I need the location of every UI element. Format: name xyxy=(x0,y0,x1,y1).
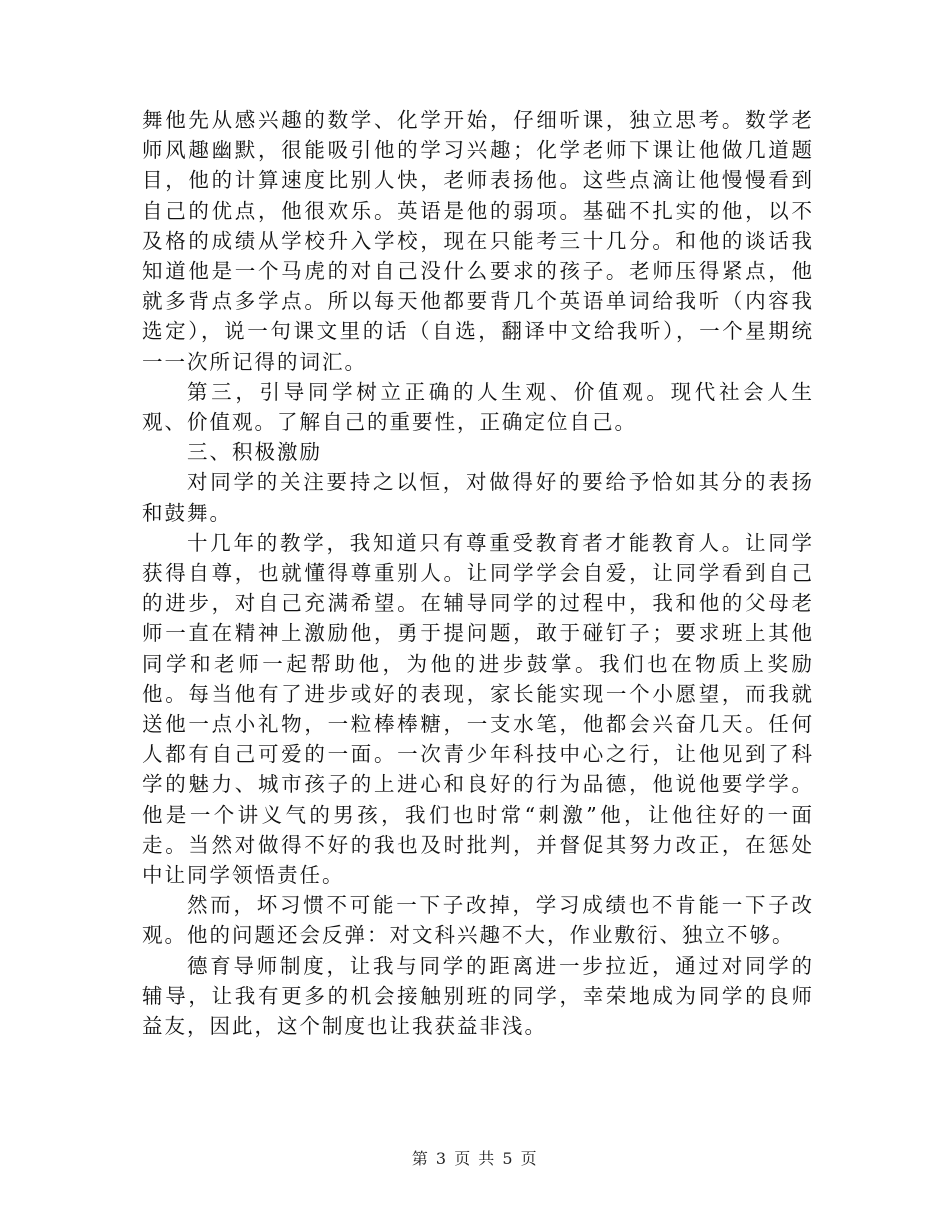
paragraph-6: 然而，坏习惯不可能一下子改掉，学习成绩也不肯能一下子改观。他的问题还会反弹：对文科兴趣不大，作业敷衍、独立不够。 xyxy=(142,893,814,948)
paragraph-4: 对同学的关注要持之以恒，对做得好的要给予恰如其分的表扬和鼓舞。 xyxy=(142,470,814,525)
document-body xyxy=(142,105,814,1041)
page-number-footer: 第 3 页 共 5 页 xyxy=(411,1149,539,1168)
paragraph-1: 舞他先从感兴趣的数学、化学开始，仔细听课，独立思考。数学老师风趣幽默，很能吸引他的学习兴趣；化学老师下课让他做几道题目，他的计算速度比别人快，老师表扬他。这些点滴让他慢慢看到自己的优点，他很欢乐。英语是他的弱项。基础不扎实的他，以不及格的成绩从学校升入学校，现在只能考三十几分。和他的谈话我知道他是一个马虎的对自己没什么要求的孩子。老师压得紧点，他就多背点多学点。所以每天他都要背几个英语单词给我听（内容我选定），说一句课文里的话（自选，翻译中文给我听），一个星期统一一次所记得的词汇。 xyxy=(142,108,814,374)
section-heading: 三、积极激励 xyxy=(187,440,322,465)
paragraph-5: 十几年的教学，我知道只有尊重受教育者才能教育人。让同学获得自尊，也就懂得尊重别人。让同学学会自爱，让同学看到自己的进步，对自己充满希望。在辅导同学的过程中，我和他的父母老师一直在精神上激励他，勇于提问题，敢于碰钉子；要求班上其他同学和老师一起帮助他，为他的进步鼓掌。我们也在物质上奖励他。每当他有了进步或好的表现，家长能实现一个小愿望，而我就送他一点小礼物，一粒棒棒糖，一支水笔，他都会兴奋几天。任何人都有自己可爱的一面。一次青少年科技中心之行，让他见到了科学的魅力、城市孩子的上进心和良好的行为品德，他说他要学学。他是一个讲义气的男孩，我们也时常“刺激”他，让他往好的一面走。当然对做得不好的我也及时批判，并督促其努力改正，在惩处中让同学领悟责任。 xyxy=(142,530,814,888)
paragraph-2: 第三，引导同学树立正确的人生观、价值观。现代社会人生观、价值观。了解自己的重要性，正确定位自己。 xyxy=(142,379,814,435)
paragraph-7: 德育导师制度，让我与同学的距离进一步拉近，通过对同学的辅导，让我有更多的机会接触别班的同学，幸荣地成为同学的良师益友，因此，这个制度也让我获益非浅。 xyxy=(142,953,814,1039)
